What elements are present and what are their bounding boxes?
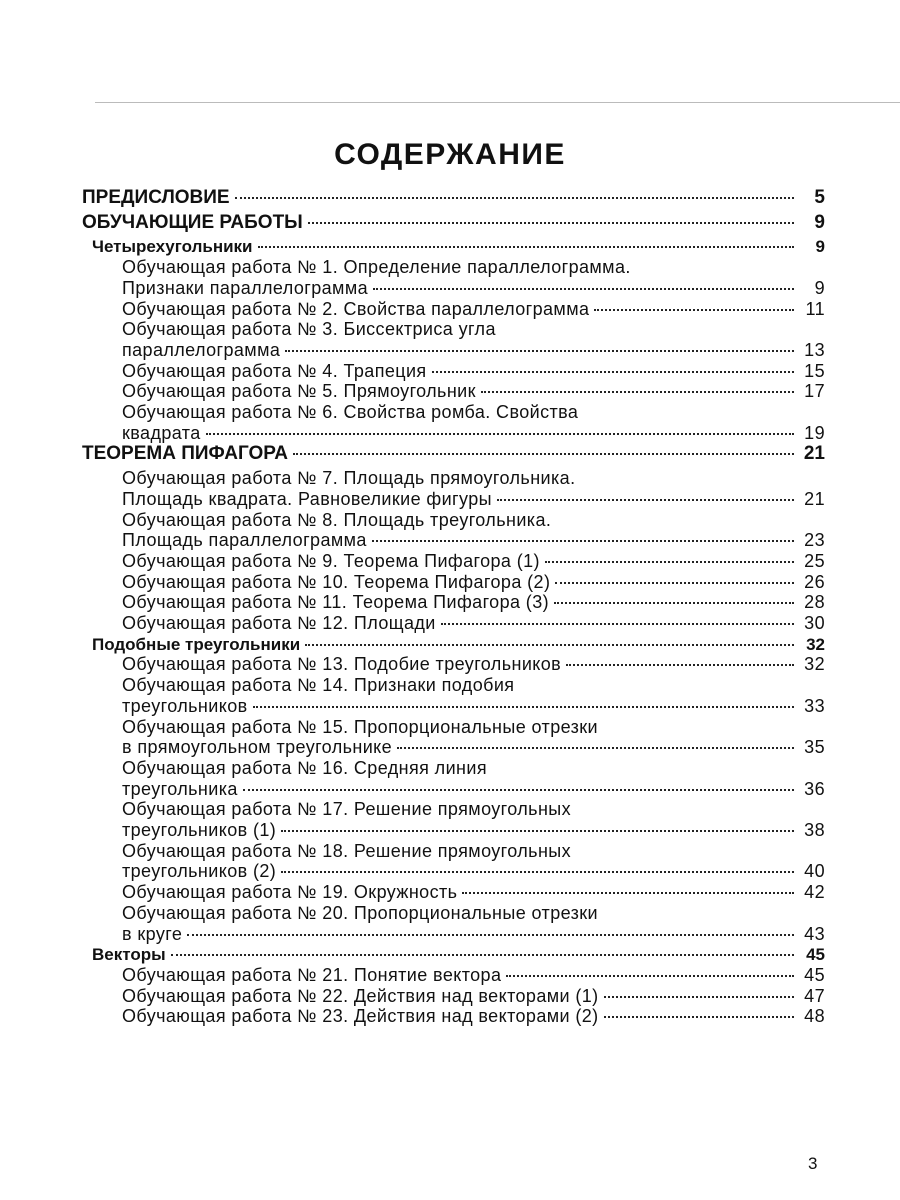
dot-leader	[308, 222, 794, 224]
page-title: СОДЕРЖАНИЕ	[334, 138, 566, 171]
toc-entry-line	[0, 923, 900, 946]
toc-page-number: 23	[804, 530, 825, 551]
toc-page-number: 33	[804, 695, 825, 716]
toc-page-number: 43	[804, 923, 825, 944]
toc-entry-text: Обучающая работа № 14. Признаки подобия	[122, 675, 515, 696]
toc-subsection-line	[0, 943, 900, 966]
toc-page-number: 21	[803, 443, 825, 465]
dot-leader	[305, 644, 794, 646]
toc-page-number: 40	[804, 861, 825, 882]
toc-entry-line	[0, 964, 900, 987]
toc-entry	[122, 1005, 825, 1028]
dot-leader	[397, 747, 794, 749]
toc-entry-line	[0, 798, 900, 821]
toc-page-number: 5	[814, 187, 825, 208]
toc-entry	[122, 923, 825, 946]
toc-entry-line	[0, 985, 900, 1008]
toc-section	[82, 186, 825, 209]
dot-leader	[481, 391, 794, 393]
toc-entry-text: треугольников	[122, 695, 248, 716]
toc-entry-line	[0, 277, 900, 300]
toc-entry-text: Площадь квадрата. Равновеликие фигуры	[122, 488, 492, 509]
dot-leader	[281, 871, 794, 873]
toc-subsection	[92, 943, 825, 966]
toc-entry-line	[0, 840, 900, 863]
toc-entry	[122, 422, 825, 445]
dot-leader	[253, 706, 794, 708]
toc-entry-line	[0, 509, 900, 532]
toc-entry-text: Обучающая работа № 2. Свойства параллелограмма	[122, 298, 590, 319]
toc-entry-text: Обучающая работа № 23. Действия над векторами (2)	[122, 1006, 599, 1027]
toc-entry-text: Обучающая работа № 20. Пропорциональные отрезки	[122, 902, 598, 923]
dot-leader	[604, 1016, 794, 1018]
toc-entry-line	[0, 819, 900, 842]
toc-entry-text: Обучающая работа № 22. Действия над векторами (1)	[122, 985, 599, 1006]
toc-entry-text: ПРЕДИСЛОВИЕ	[82, 187, 230, 208]
toc-entry	[122, 591, 825, 614]
toc-subsection-line	[0, 633, 900, 656]
toc-entry-text: Обучающая работа № 5. Прямоугольник	[122, 381, 476, 402]
toc-page-number: 21	[804, 488, 825, 509]
toc-page-number: 11	[805, 298, 825, 319]
dot-leader	[497, 499, 794, 501]
toc-page-number: 36	[804, 778, 825, 799]
dot-leader	[545, 561, 794, 563]
dot-leader	[372, 540, 794, 542]
dot-leader	[566, 664, 794, 666]
toc-entry	[122, 277, 825, 300]
toc-entry-line	[0, 256, 900, 279]
toc-entry-text: Признаки параллелограмма	[122, 277, 368, 298]
toc-entry-line	[0, 591, 900, 614]
toc-entry-line	[0, 401, 900, 424]
toc-page-number: 42	[804, 882, 825, 903]
toc-subsection-line	[0, 235, 900, 258]
dot-leader	[594, 309, 794, 311]
toc-entry-text: Обучающая работа № 7. Площадь прямоугольника.	[122, 468, 576, 489]
toc-entry	[122, 695, 825, 718]
toc-section-line	[0, 186, 900, 209]
toc-entry-line	[0, 571, 900, 594]
toc-entry-text: Четырехугольники	[92, 237, 253, 257]
toc-entry-text: треугольников (2)	[122, 861, 277, 882]
toc-subsection	[92, 633, 825, 656]
toc-entry-text: ОБУЧАЮЩИЕ РАБОТЫ	[82, 211, 303, 233]
toc-entry-line	[0, 298, 900, 321]
toc-entry-line	[0, 488, 900, 511]
toc-entry-line	[0, 550, 900, 573]
toc-entry	[122, 339, 825, 362]
toc-entry	[122, 380, 825, 403]
dot-leader	[293, 453, 794, 455]
dot-leader	[285, 350, 794, 352]
toc-entry-text: Обучающая работа № 3. Биссектриса угла	[122, 319, 496, 340]
toc-entry	[122, 964, 825, 987]
toc-entry	[122, 778, 825, 801]
toc-entry-text: Обучающая работа № 10. Теорема Пифагора (2)	[122, 571, 551, 592]
toc-entry-text: Обучающая работа № 15. Пропорциональные отрезки	[122, 716, 598, 737]
toc-entry	[122, 653, 825, 676]
toc-page-number: 48	[804, 1006, 825, 1027]
toc-entry-line	[0, 318, 900, 341]
toc-page-number: 35	[804, 737, 825, 758]
toc-page-number: 9	[814, 211, 825, 233]
dot-leader	[462, 892, 794, 894]
toc-entry-line	[0, 339, 900, 362]
toc-entry-text: Обучающая работа № 17. Решение прямоугольных	[122, 799, 572, 820]
toc-page-number: 9	[814, 277, 825, 298]
dot-leader	[555, 582, 794, 584]
toc-entry	[122, 298, 825, 321]
toc-entry-line	[0, 902, 900, 925]
toc-entry-line	[0, 860, 900, 883]
toc-entry-line	[0, 612, 900, 635]
page-number: 3	[808, 1154, 818, 1173]
toc-entry-text: Обучающая работа № 6. Свойства ромба. Свойства	[122, 402, 579, 422]
toc-entry	[122, 612, 825, 635]
toc-entry	[122, 736, 825, 759]
dot-leader	[243, 789, 794, 791]
toc-entry-line	[0, 736, 900, 759]
toc-page-number: 32	[806, 634, 825, 654]
toc-entry-text: в круге	[122, 923, 183, 944]
dot-leader	[432, 371, 794, 373]
toc-entry	[122, 571, 825, 594]
toc-page-number: 13	[804, 339, 825, 360]
toc-entry-text: Обучающая работа № 21. Понятие вектора	[122, 964, 502, 985]
dot-leader	[506, 975, 794, 977]
toc-entry-text: Подобные треугольники	[92, 634, 301, 654]
toc-section	[82, 442, 825, 465]
dot-leader	[281, 830, 794, 832]
dot-leader	[171, 954, 794, 956]
dot-leader	[554, 602, 794, 604]
dot-leader	[441, 623, 794, 625]
toc-entry	[122, 488, 825, 511]
toc-page-number: 32	[804, 654, 825, 675]
toc-page-number: 28	[804, 592, 825, 613]
toc-entry-text: Обучающая работа № 19. Окружность	[122, 882, 458, 903]
dot-leader	[187, 934, 794, 936]
toc-entry-line	[0, 881, 900, 904]
toc-entry-text: треугольника	[122, 778, 238, 799]
toc-entry-line	[0, 757, 900, 780]
toc-page-number: 15	[804, 360, 825, 381]
toc-entry-text: Обучающая работа № 16. Средняя линия	[122, 757, 487, 778]
toc-entry	[122, 529, 825, 552]
toc-entry-line	[0, 360, 900, 383]
toc-entry-line	[0, 467, 900, 490]
toc-entry-line	[0, 422, 900, 445]
toc-entry-text: Площадь параллелограмма	[122, 530, 367, 551]
toc-section	[82, 211, 825, 234]
toc-entry-line	[0, 1005, 900, 1028]
toc-entry	[122, 550, 825, 573]
toc-entry-text: треугольников (1)	[122, 820, 277, 840]
toc-page-number: 45	[806, 945, 825, 965]
toc-entry-line	[0, 380, 900, 403]
toc-entry-text: параллелограмма	[122, 339, 281, 360]
toc-entry-line	[0, 653, 900, 676]
toc-entry-text: Обучающая работа № 9. Теорема Пифагора (1)	[122, 550, 540, 571]
toc-page-number: 9	[815, 237, 825, 257]
toc-page-number: 30	[804, 613, 825, 633]
toc-subsection	[92, 235, 825, 258]
header-rule	[95, 102, 900, 103]
dot-leader	[604, 996, 794, 998]
toc-entry-text: в прямоугольном треугольнике	[122, 737, 393, 758]
toc-entry-line	[0, 695, 900, 718]
toc-entry	[122, 881, 825, 904]
toc-entry	[122, 360, 825, 383]
toc-page-number: 47	[804, 985, 825, 1006]
toc-page-number: 26	[804, 571, 825, 592]
toc-entry-text: Векторы	[92, 945, 166, 965]
dot-leader	[258, 246, 795, 248]
toc-section-line	[0, 211, 900, 234]
dot-leader	[206, 433, 794, 435]
toc-page-number: 19	[804, 422, 825, 443]
toc-section-line	[0, 442, 900, 465]
toc-entry-line	[0, 674, 900, 697]
toc-entry-text: Обучающая работа № 18. Решение прямоугольных	[122, 840, 572, 861]
toc-entry-text: Обучающая работа № 1. Определение параллелограмма.	[122, 257, 631, 278]
toc-entry-text: Обучающая работа № 8. Площадь треугольника.	[122, 509, 552, 530]
toc-page-number: 45	[804, 964, 825, 985]
toc-entry-line	[0, 716, 900, 739]
toc-entry	[122, 985, 825, 1008]
toc-entry-text: Обучающая работа № 12. Площади	[122, 613, 436, 633]
toc-entry-line	[0, 778, 900, 801]
toc-entry-text: Обучающая работа № 4. Трапеция	[122, 360, 427, 381]
toc-entry-text: квадрата	[122, 422, 201, 443]
toc-entry-text: ТЕОРЕМА ПИФАГОРА	[82, 443, 289, 465]
toc-entry	[122, 819, 825, 842]
dot-leader	[373, 288, 794, 290]
toc-entry-text: Обучающая работа № 13. Подобие треугольников	[122, 654, 562, 675]
toc-page-number: 17	[804, 381, 825, 402]
toc-entry	[122, 860, 825, 883]
toc-page-number: 38	[804, 820, 825, 840]
dot-leader	[235, 197, 794, 199]
toc-page-number: 25	[804, 550, 825, 571]
toc-entry-text: Обучающая работа № 11. Теорема Пифагора (3)	[122, 592, 549, 613]
toc-entry-line	[0, 529, 900, 552]
